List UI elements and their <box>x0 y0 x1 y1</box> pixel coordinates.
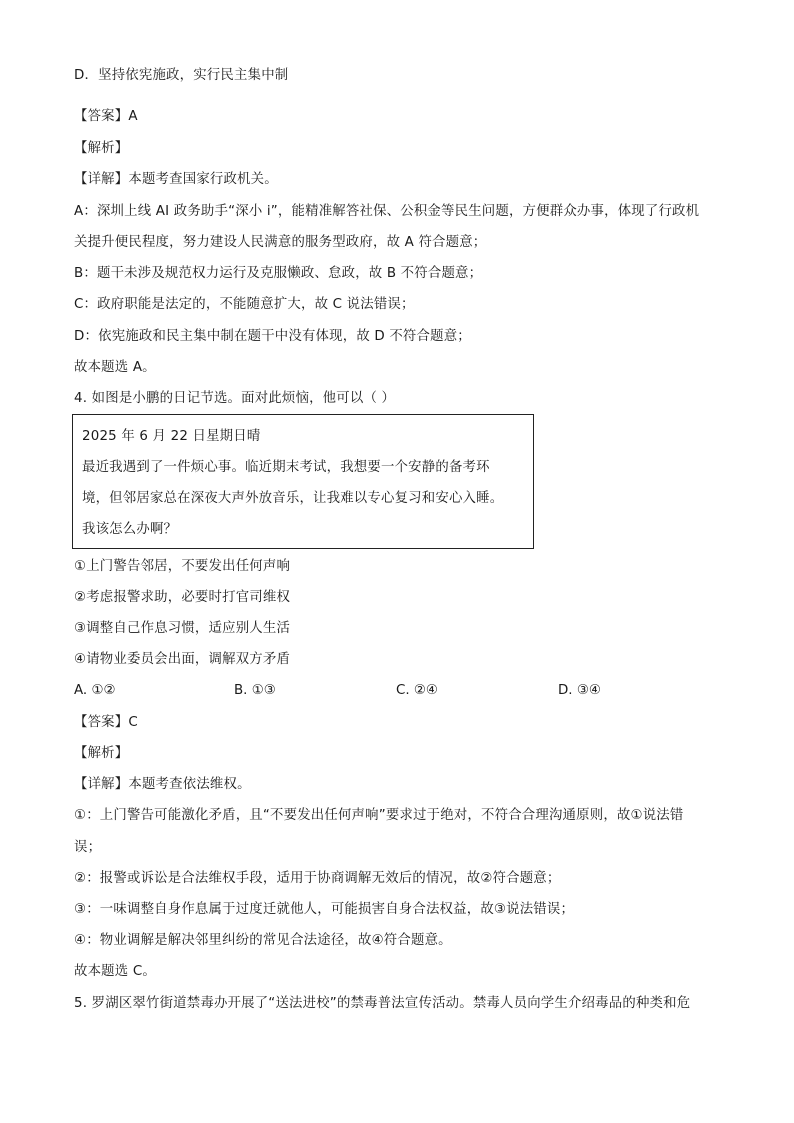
q4-conclusion: 故本题选 C。 <box>74 964 156 979</box>
diary-line-3: 我该怎么办啊？ <box>82 522 178 537</box>
q3-explain-a-line1: A：深圳上线 AI 政务助手“深小 i”，能精准解答社保、公积金等民生问题，方便群众办事，体现了行政机 <box>74 204 700 219</box>
q5-stem: 5. 罗湖区翠竹街道禁毒办开展了“送法进校”的禁毒普法宣传活动。禁毒人员向学生介绍毒品的种类和危 <box>74 996 691 1011</box>
q4-explain-2: ②：报警或诉讼是合法维权手段，适用于协商调解无效后的情况，故②符合题意； <box>74 871 561 886</box>
diary-line-1: 最近我遇到了一件烦心事。临近期末考试，我想要一个安静的备考环 <box>82 460 490 475</box>
q3-explain-a-line2: 关提升便民程度，努力建设人民满意的服务型政府，故 A 符合题意； <box>74 235 487 250</box>
q4-detail: 【详解】本题考查依法维权。 <box>74 777 251 792</box>
diary-line-2: 境，但邻居家总在深夜大声外放音乐，让我难以专心复习和安心入睡。 <box>82 491 504 506</box>
q4-item-3: ③调整自己作息习惯，适应别人生活 <box>74 621 291 636</box>
q3-explain-d: D：依宪施政和民主集中制在题干中没有体现，故 D 不符合题意； <box>74 329 471 344</box>
q3-explain-c: C：政府职能是法定的，不能随意扩大，故 C 说法错误； <box>74 297 415 312</box>
q4-answer: 【答案】C <box>74 715 138 730</box>
q4-analysis-heading: 【解析】 <box>74 746 129 761</box>
q4-choice-d: D. ③④ <box>558 683 601 698</box>
q3-detail: 【详解】本题考查国家行政机关。 <box>74 172 278 187</box>
q4-explain-3: ③：一味调整自身作息属于过度迁就他人，可能损害自身合法权益，故③说法错误； <box>74 902 575 917</box>
q4-item-4: ④请物业委员会出面，调解双方矛盾 <box>74 652 291 667</box>
q3-analysis-heading: 【解析】 <box>74 141 129 156</box>
q4-item-1: ①上门警告邻居，不要发出任何声响 <box>74 559 291 574</box>
q4-explain-1-line1: ①：上门警告可能激化矛盾，且“不要发出任何声响”要求过于绝对，不符合合理沟通原则，故①说法错 <box>74 808 684 823</box>
q4-explain-4: ④：物业调解是解决邻里纠纷的常见合法途径，故④符合题意。 <box>74 933 452 948</box>
q4-stem: 4. 如图是小鹏的日记节选。面对此烦恼，他可以（ ） <box>74 391 396 406</box>
q3-answer: 【答案】A <box>74 109 138 124</box>
q3-conclusion: 故本题选 A。 <box>74 360 156 375</box>
q4-choice-a: A. ①② <box>74 683 116 698</box>
q3-explain-b: B：题干未涉及规范权力运行及克服懒政、怠政，故 B 不符合题意； <box>74 266 483 281</box>
q3-option-d: D．坚持依宪施政，实行民主集中制 <box>74 68 289 83</box>
q4-item-2: ②考虑报警求助，必要时打官司维权 <box>74 590 291 605</box>
q4-choice-b: B. ①③ <box>234 683 276 698</box>
q4-choice-c: C. ②④ <box>396 683 438 698</box>
diary-excerpt-box <box>72 414 534 549</box>
q4-explain-1-line2: 误； <box>74 840 102 855</box>
diary-date: 2025 年 6 月 22 日星期日晴 <box>82 429 261 444</box>
